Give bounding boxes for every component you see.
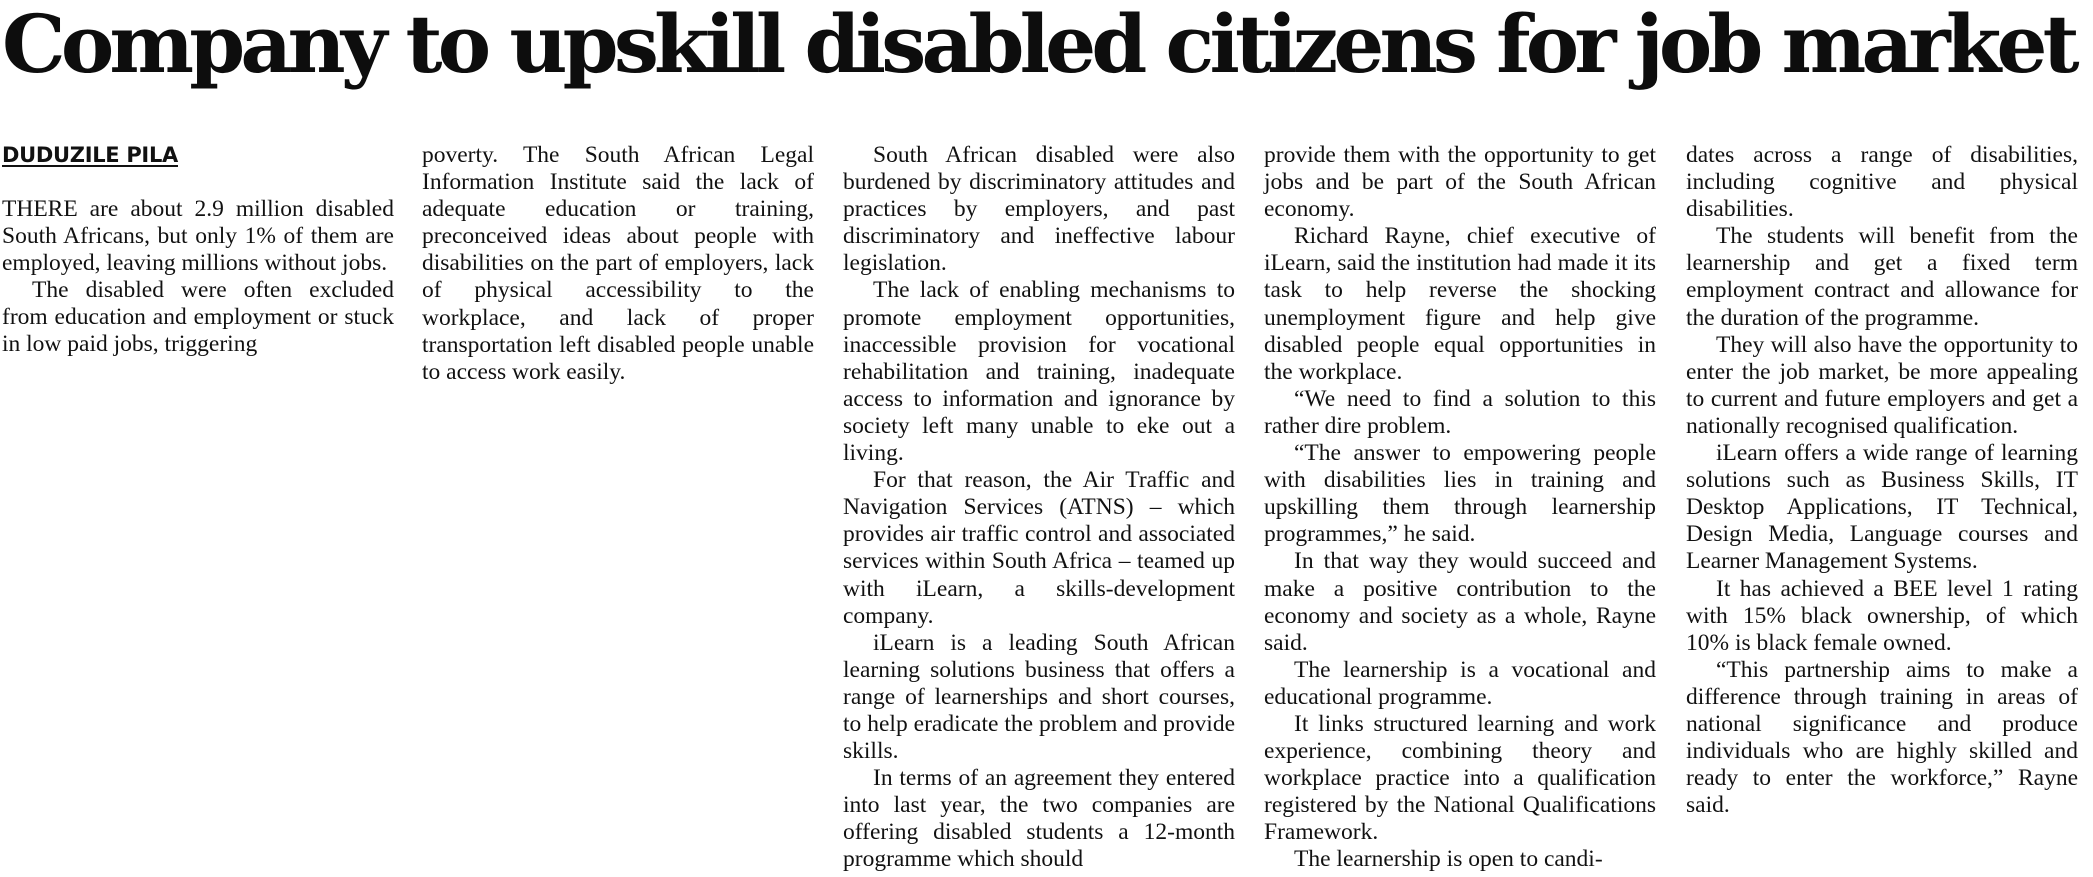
paragraph: For that reason, the Air Traffic and Navigation Services (ATNS) – which provides air traffic control and associated services within South Africa – teamed up with iLearn, a skills-development company. [843,467,1235,629]
paragraph: It links structured learning and work experience, combining theory and workplace practice into a qualification registered by the National Qualifications Framework. [1264,710,1656,846]
paragraph: “We need to find a solution to this rather dire problem. [1264,385,1656,439]
byline: DUDUZILE PILA [2,143,178,167]
paragraph: The disabled were often excluded from education and employment or stuck in low paid jobs, triggering [2,277,394,358]
paragraph: THERE are about 2.9 million disabled South Africans, but only 1% of them are employed, leaving millions without jobs. [2,196,394,277]
article-column-3 [843,142,1235,874]
paragraph: iLearn offers a wide range of learning solutions such as Business Skills, IT Desktop Applications, IT Technical, Design Media, Language courses and Learner Management Systems. [1686,440,2078,575]
paragraph: poverty. The South African Legal Information Institute said the lack of adequate education or training, preconceived ideas about people with disabilities on the part of employers, lack of physical accessibility to the workplace, and lack of proper transportation left disabled people unable to access work easily. [422,142,814,385]
article-column-2 [422,142,814,386]
paragraph: South African disabled were also burdened by discriminatory attitudes and practices by employers, and past discriminatory and ineffective labour legislation. [843,142,1235,277]
paragraph: In terms of an agreement they entered into last year, the two companies are offering disabled students a 12-month programme which should [843,765,1235,873]
article-column-1 [2,196,394,359]
article-column-4 [1264,142,1656,874]
paragraph: iLearn is a leading South African learning solutions business that offers a range of learnerships and short courses, to help eradicate the problem and provide skills. [843,629,1235,765]
paragraph: dates across a range of disabilities, including cognitive and physical disabilities. [1686,142,2078,223]
paragraph: They will also have the opportunity to enter the job market, be more appealing to current and future employers and get a nationally recognised qualification. [1686,331,2078,439]
paragraph: The learnership is open to candi- [1294,846,1603,873]
paragraph: provide them with the opportunity to get jobs and be part of the South African economy. [1264,142,1656,223]
article-column-5 [1686,142,2078,819]
paragraph: The learnership is a vocational and educational programme. [1264,656,1656,710]
paragraph: “This partnership aims to make a difference through training in areas of national significance and produce individuals who are highly skilled and ready to enter the workforce,” Rayne said. [1686,656,2078,819]
paragraph: In that way they would succeed and make a positive contribution to the economy and society as a whole, Rayne said. [1264,548,1656,656]
paragraph: Richard Rayne, chief executive of iLearn, said the institution had made it its task to help reverse the shocking unemployment figure and help give disabled people equal opportunities in the workplace. [1264,223,1656,385]
headline: Company to upskill disabled citizens for job market [2,0,2075,91]
paragraph: The lack of enabling mechanisms to promote employment opportunities, inaccessible provision for vocational rehabilitation and training, inadequate access to information and ignorance by society left many unable to eke out a living. [843,277,1235,467]
paragraph: The students will benefit from the learnership and get a fixed term employment contract and allowance for the duration of the programme. [1686,223,2078,331]
paragraph: It has achieved a BEE level 1 rating with 15% black ownership, of which 10% is black female owned. [1686,575,2078,656]
paragraph: “The answer to empowering people with disabilities lies in training and upskilling them through learnership programmes,” he said. [1264,440,1656,548]
